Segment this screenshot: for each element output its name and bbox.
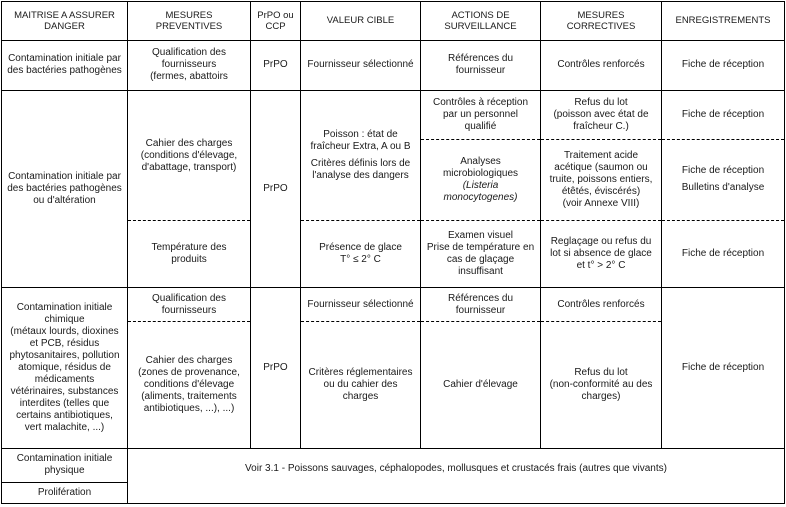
header-records: ENREGISTREMENTS	[662, 2, 785, 41]
preventive-cell: Qualification des fournisseurs (fermes, abattoirs	[128, 40, 251, 91]
header-preventive: MESURES PREVENTIVES	[128, 2, 251, 41]
prpo-cell: PrPO	[251, 287, 301, 448]
haccp-table	[1, 1, 785, 504]
surveillance-cell: Références du fournisseur	[421, 40, 541, 91]
danger-cell: Contamination initiale par des bactéries pathogènes	[2, 40, 128, 91]
prpo-cell: PrPO	[251, 40, 301, 91]
record-cell: Fiche de réception	[662, 91, 785, 140]
target-cell: Fournisseur sélectionné	[301, 287, 421, 321]
target-cell: Présence de glace T° ≤ 2° C	[301, 221, 421, 288]
corrective-cell: Reglaçage ou refus du lot si absence de glace et t° > 2° C	[541, 221, 662, 288]
danger-cell: Contamination initiale par des bactéries pathogènes ou d'altération	[2, 91, 128, 288]
corrective-cell: Contrôles renforcés	[541, 287, 662, 321]
prpo-cell: PrPO	[251, 91, 301, 288]
table-row	[2, 91, 785, 140]
header-row	[2, 2, 785, 41]
header-target: VALEUR CIBLE	[301, 2, 421, 41]
surveillance-cell: Références du fournisseur	[421, 287, 541, 321]
record-cell: Fiche de réception	[662, 287, 785, 448]
danger-cell: Contamination initiale physique	[2, 449, 128, 482]
header-danger: MAITRISE A ASSURER DANGER	[2, 2, 128, 41]
target-cell: Fournisseur sélectionné	[301, 40, 421, 91]
corrective-cell: Contrôles renforcés	[541, 40, 662, 91]
surveillance-cell: Cahier d'élevage	[421, 322, 541, 449]
record-cell: Fiche de réception	[662, 221, 785, 288]
surveillance-cell: Analyses microbiologiques (Listeria monocytogenes)	[421, 139, 541, 220]
preventive-cell: Température des produits	[128, 221, 251, 288]
corrective-cell: Refus du lot (poisson avec état de fraîcheur C.)	[541, 91, 662, 140]
corrective-cell: Refus du lot (non-conformité au des charges)	[541, 322, 662, 449]
target-cell: Poisson : état de fraîcheur Extra, A ou B Critères définis lors de l'analyse des dangers	[301, 91, 421, 221]
danger-cell: Contamination initiale chimique (métaux lourds, dioxines et PCB, résidus phytosanitaires, pollution atomique, résidus de médicaments vétérinaires, substances interdites (telles que certains antibiotiques, vert malachite, ...)	[2, 287, 128, 448]
header-surveillance: ACTIONS DE SURVEILLANCE	[421, 2, 541, 41]
header-corrective: MESURES CORRECTIVES	[541, 2, 662, 41]
preventive-cell: Qualification des fournisseurs	[128, 287, 251, 321]
target-cell: Critères réglementaires ou du cahier des charges	[301, 322, 421, 449]
preventive-cell: Cahier des charges (zones de provenance, conditions d'élevage (aliments, traitements antibiotiques, ...), ...)	[128, 322, 251, 449]
danger-cell: Prolifération	[2, 482, 128, 503]
header-prpo: PrPO ou CCP	[251, 2, 301, 41]
surveillance-cell: Contrôles à réception par un personnel qualifié	[421, 91, 541, 140]
table-row	[2, 40, 785, 91]
corrective-cell: Traitement acide acétique (saumon ou truite, poissons entiers, étêtés, éviscérés) (voir Annexe VIII)	[541, 139, 662, 220]
table-row	[2, 287, 785, 321]
record-cell: Fiche de réception	[662, 40, 785, 91]
table-row	[2, 449, 785, 482]
preventive-cell: Cahier des charges (conditions d'élevage, d'abattage, transport)	[128, 91, 251, 221]
surveillance-cell: Examen visuel Prise de température en cas de glaçage insuffisant	[421, 221, 541, 288]
record-cell: Fiche de réception Bulletins d'analyse	[662, 139, 785, 220]
note-cell: Voir 3.1 - Poissons sauvages, céphalopodes, mollusques et crustacés frais (autres que vivants)	[128, 449, 785, 504]
